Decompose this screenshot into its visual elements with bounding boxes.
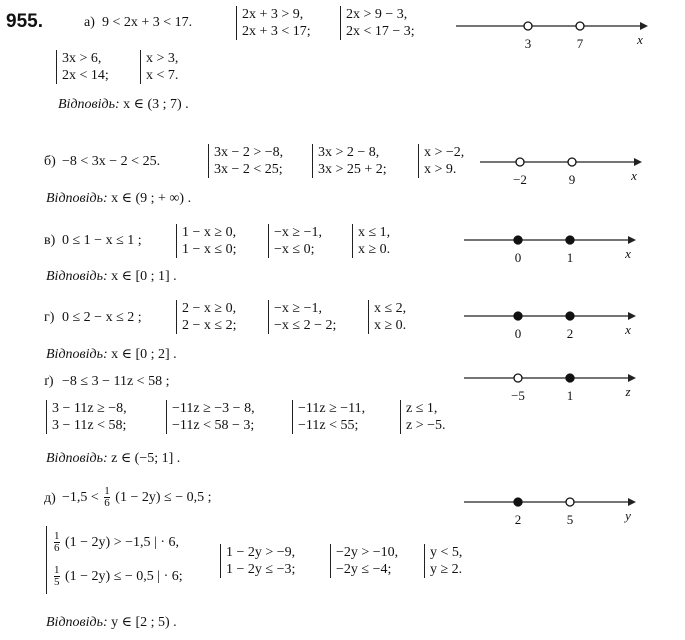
fraction (54, 565, 60, 588)
answer-value: x ∈ (3 ; 7) . (123, 97, 189, 112)
part-d-system-4 (424, 544, 462, 578)
part-b-inequality: −8 < 3x − 2 < 25. (62, 154, 161, 169)
fraction-numerator: 1 (54, 564, 60, 577)
system-line: 2x > 9 − 3, (346, 7, 408, 22)
number-line-v (460, 226, 640, 266)
system-line: −x ≥ −1, (274, 225, 322, 240)
part-a-inequality: 9 < 2x + 3 < 17. (102, 15, 193, 30)
fraction-denominator: 6 (104, 497, 110, 510)
part-d-label: д) (44, 491, 56, 506)
axis-point-label: 2 (514, 512, 522, 527)
system-line: −x ≤ 0; (274, 242, 315, 257)
part-v-inequality: 0 ≤ 1 − x ≤ 1 ; (62, 233, 142, 248)
system-line: x ≥ 0. (358, 242, 391, 257)
system-line: 1 − x ≤ 0; (182, 242, 237, 257)
part-v-answer (46, 270, 177, 284)
part-d-system-3 (330, 544, 398, 578)
part-g2-system-3 (292, 400, 365, 434)
axis-point-label: 0 (514, 250, 522, 265)
arrow-head (628, 498, 636, 506)
number-line-d (460, 488, 640, 528)
arrow-head (640, 22, 648, 30)
system-line-rest: (1 − 2y) ≤ − 0,5 | · 6; (65, 569, 183, 584)
system-line: x ≤ 2, (374, 301, 407, 316)
open-point (524, 22, 532, 30)
system-line: −2y ≤ −4; (336, 562, 392, 577)
system-line: z ≤ 1, (406, 401, 438, 416)
axis-point-label: 1 (566, 388, 574, 403)
part-a-label: а) (84, 15, 95, 30)
part-a-system-1 (236, 6, 311, 40)
system-line: 3x − 2 > −8, (214, 145, 284, 160)
part-d-inequality (62, 483, 212, 513)
part-b-answer (46, 192, 191, 206)
part-d-system-1 (46, 526, 183, 594)
system-line (52, 526, 183, 560)
system-line: 1 − x ≥ 0, (182, 225, 237, 240)
system-line: 2x + 3 > 9, (242, 7, 304, 22)
axis-point-label: 7 (576, 36, 584, 51)
system-line: −11z < 58 − 3; (172, 418, 255, 433)
system-line (52, 560, 183, 594)
system-line: −11z ≥ −3 − 8, (172, 401, 255, 416)
system-line: 3x > 6, (62, 51, 102, 66)
system-line: 2x < 17 − 3; (346, 24, 415, 39)
system-line: x > 9. (424, 162, 457, 177)
axis-point-label: 5 (566, 512, 574, 527)
system-line: x ≤ 1, (358, 225, 391, 240)
axis-point-label: 0 (514, 326, 522, 341)
arrow-head (628, 312, 636, 320)
system-line: 3 − 11z < 58; (52, 418, 127, 433)
axis-point-label: −5 (511, 388, 525, 403)
system-line: y < 5, (430, 545, 463, 560)
arrow-head (634, 158, 642, 166)
open-point (516, 158, 524, 166)
axis-point-label: 3 (524, 36, 532, 51)
system-line: 3x > 25 + 2; (318, 162, 387, 177)
part-g2-system-1 (46, 400, 127, 434)
part-b-system-1 (208, 144, 283, 178)
system-line: 3x > 2 − 8, (318, 145, 380, 160)
axis-variable: x (625, 246, 631, 261)
fraction-numerator: 1 (54, 530, 60, 543)
number-line-g (460, 302, 640, 342)
axis-variable: x (625, 322, 631, 337)
part-v-system-2 (268, 224, 322, 258)
part-g2-system-4 (400, 400, 446, 434)
part-g-system-3 (368, 300, 406, 334)
answer-label: Відповідь: (46, 347, 108, 362)
answer-label: Відповідь: (46, 615, 108, 630)
part-d-system-2 (220, 544, 295, 578)
system-line: 1 − 2y > −9, (226, 545, 296, 560)
answer-value: z ∈ (−5; 1] . (111, 451, 181, 466)
closed-point (566, 374, 574, 382)
system-line: 2 − x ≤ 2; (182, 318, 237, 333)
arrow-head (628, 374, 636, 382)
fraction-numerator: 1 (104, 485, 110, 498)
open-point (566, 498, 574, 506)
system-line: 1 − 2y ≤ −3; (226, 562, 296, 577)
part-a-system-3 (56, 50, 109, 84)
system-line: −11z ≥ −11, (298, 401, 366, 416)
system-line: −11z < 55; (298, 418, 359, 433)
system-line: 3 − 11z ≥ −8, (52, 401, 127, 416)
part-g-inequality: 0 ≤ 2 − x ≤ 2 ; (62, 310, 142, 325)
number-line-a (452, 12, 652, 52)
answer-label: Відповідь: (46, 451, 108, 466)
axis-variable: x (631, 168, 637, 183)
answer-label: Відповідь: (46, 269, 108, 284)
answer-label: Відповідь: (46, 191, 108, 206)
fraction (104, 486, 110, 509)
closed-point (566, 312, 574, 320)
part-g2-inequality: −8 ≤ 3 − 11z < 58 ; (62, 374, 170, 389)
axis-point-label: 9 (568, 172, 576, 187)
system-line: x < 7. (146, 68, 179, 83)
system-line: −x ≤ 2 − 2; (274, 318, 337, 333)
part-g2-label: ґ) (44, 374, 54, 389)
axis-point-label: −2 (513, 172, 527, 187)
system-line: x > 3, (146, 51, 179, 66)
part-a-system-4 (140, 50, 178, 84)
arrow-head (628, 236, 636, 244)
problem-number: 955. (6, 11, 43, 32)
axis-point-label: 2 (566, 326, 574, 341)
part-v-label: в) (44, 233, 56, 248)
system-line-rest: (1 − 2y) > −1,5 | · 6, (65, 535, 179, 550)
system-line: −x ≥ −1, (274, 301, 322, 316)
axis-variable: y (625, 508, 631, 523)
part-b-system-3 (418, 144, 464, 178)
answer-value: x ∈ [0 ; 2] . (111, 347, 177, 362)
open-point (514, 374, 522, 382)
system-line: 3x − 2 < 25; (214, 162, 283, 177)
inequality-left: −1,5 < (62, 490, 99, 505)
part-g-answer (46, 348, 177, 362)
system-line: z > −5. (406, 418, 446, 433)
axis-variable: x (637, 32, 643, 47)
axis-point-label: 1 (566, 250, 574, 265)
system-line: 2 − x ≥ 0, (182, 301, 237, 316)
part-a-answer (58, 98, 189, 112)
part-b-label: б) (44, 154, 56, 169)
answer-value: y ∈ [2 ; 5) . (111, 615, 177, 630)
system-line: y ≥ 2. (430, 562, 463, 577)
answer-value: x ∈ [0 ; 1] . (111, 269, 177, 284)
number-line-b (476, 148, 646, 188)
system-line: 2x < 14; (62, 68, 109, 83)
system-line: x ≥ 0. (374, 318, 407, 333)
part-g-label: г) (44, 310, 55, 325)
number-line-g2 (460, 364, 640, 404)
part-b-system-2 (312, 144, 387, 178)
fraction-denominator: 5 (54, 576, 60, 589)
fraction (54, 531, 60, 554)
fraction-denominator: 6 (54, 542, 60, 555)
answer-value: x ∈ (9 ; + ∞) . (111, 191, 192, 206)
system-line: x > −2, (424, 145, 465, 160)
part-g2-answer (46, 452, 180, 466)
part-a-system-2 (340, 6, 415, 40)
part-d-answer (46, 616, 177, 630)
system-line: −2y > −10, (336, 545, 399, 560)
part-g-system-2 (268, 300, 336, 334)
system-line: 2x + 3 < 17; (242, 24, 311, 39)
part-v-system-3 (352, 224, 390, 258)
part-v-system-1 (176, 224, 236, 258)
closed-point (514, 236, 522, 244)
answer-label: Відповідь: (58, 97, 120, 112)
open-point (568, 158, 576, 166)
closed-point (566, 236, 574, 244)
inequality-right: (1 − 2y) ≤ − 0,5 ; (115, 490, 212, 505)
part-g-system-1 (176, 300, 236, 334)
part-g2-system-2 (166, 400, 255, 434)
axis-variable: z (625, 384, 631, 399)
open-point (576, 22, 584, 30)
closed-point (514, 498, 522, 506)
closed-point (514, 312, 522, 320)
